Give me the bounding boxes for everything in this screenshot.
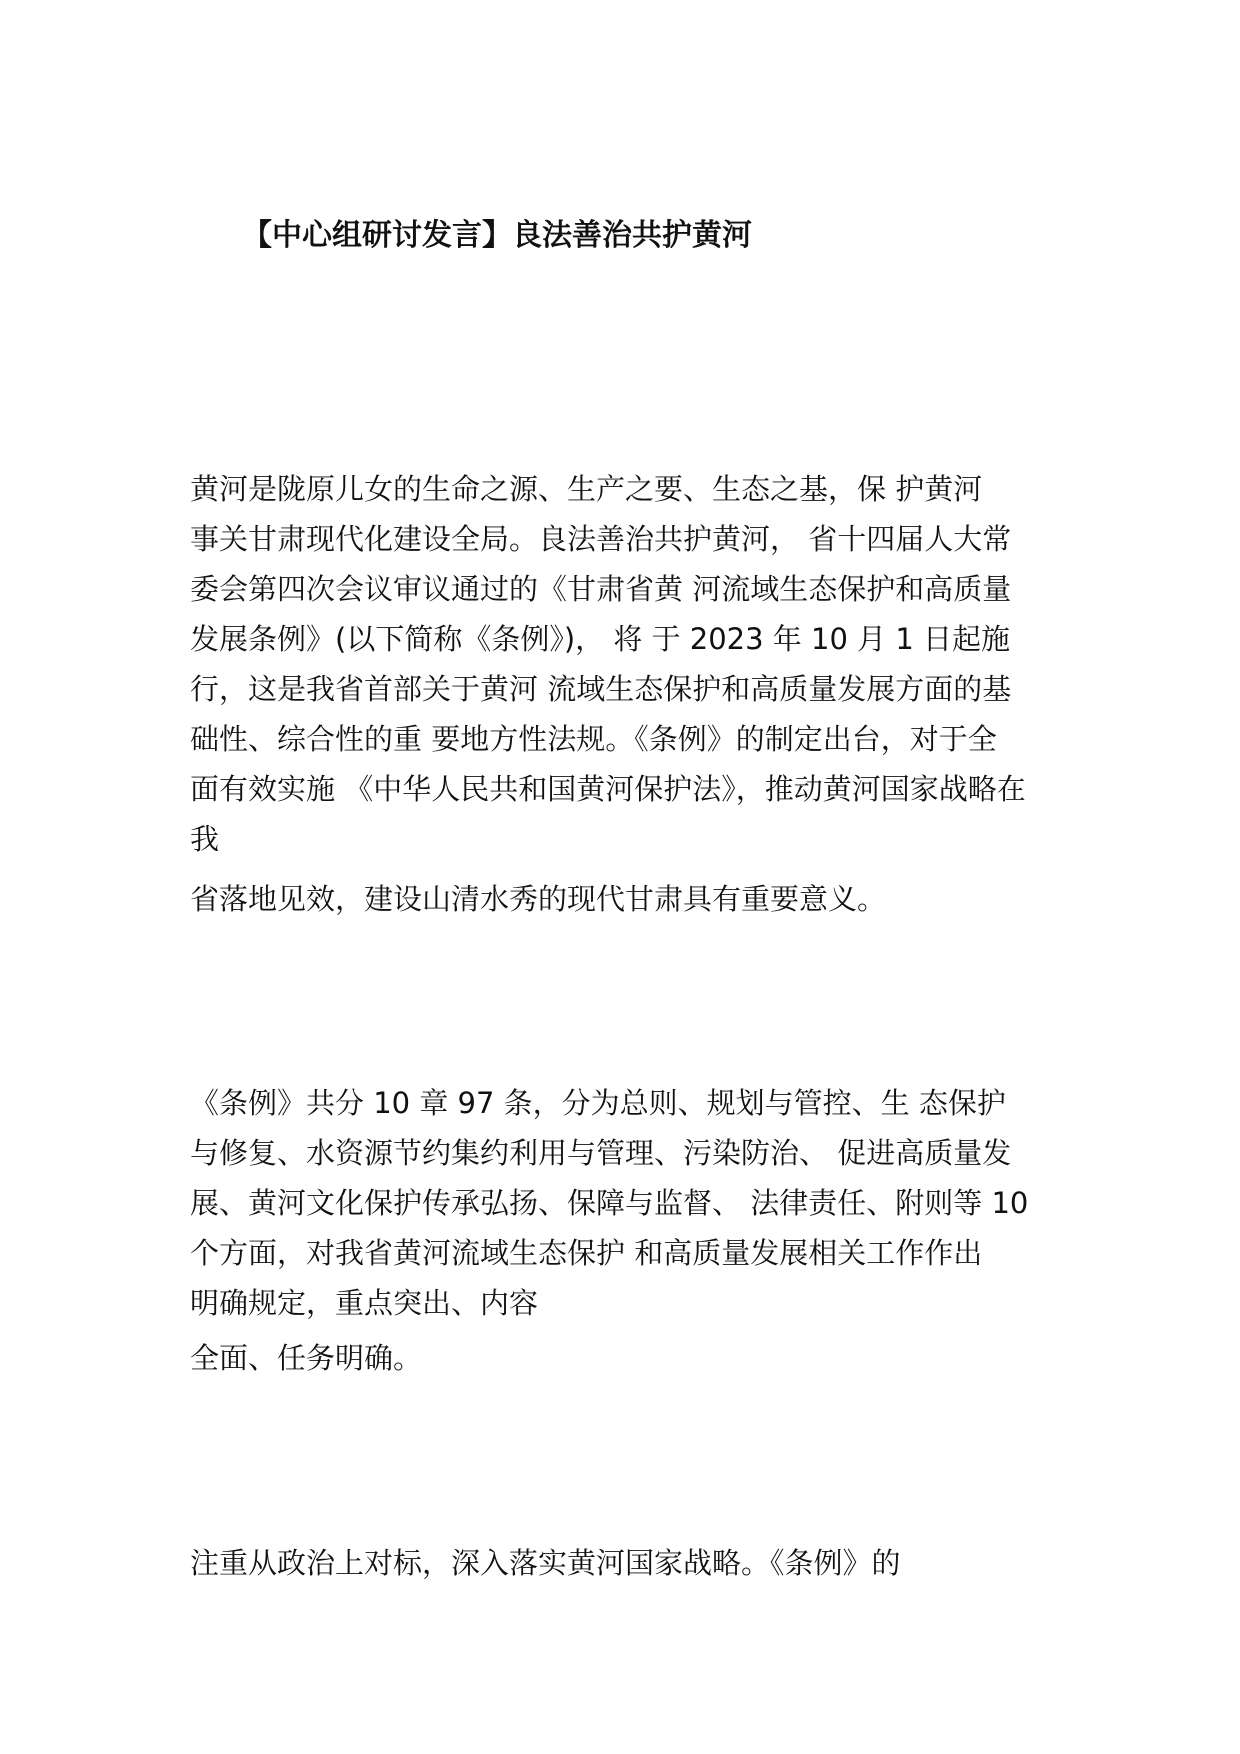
- text-line: 行，这是我省首部关于黄河 流域生态保护和高质量发展方面的基: [190, 672, 1012, 706]
- text-line: 委会第四次会议审议通过的《甘肃省黄 河流域生态保护和高质量: [190, 572, 1012, 606]
- text-line: 事关甘肃现代化建设全局。良法善治共护黄河， 省十四届人大常: [190, 522, 1012, 556]
- text-line: 发展条例》(以下简称《条例》)， 将 于 2023 年 10 月 1 日起施: [190, 622, 1011, 656]
- paragraph-political-alignment: [190, 1538, 1070, 1588]
- text-line: 黄河是陇原儿女的生命之源、生产之要、生态之基，保 护黄河: [190, 472, 983, 506]
- text-line: 个方面，对我省黄河流域生态保护 和高质量发展相关工作作出: [190, 1236, 983, 1270]
- text-line: 与修复、水资源节约集约利用与管理、污染防治、 促进高质量发: [190, 1136, 1012, 1170]
- text-line: 展、黄河文化保护传承弘扬、保障与监督、 法律责任、附则等 10: [190, 1186, 1029, 1220]
- text-line: 注重从政治上对标，深入落实黄河国家战略。《条例》的: [190, 1546, 901, 1580]
- text-line: 础性、综合性的重 要地方性法规。《条例》的制定出台，对于全: [190, 722, 997, 756]
- text-line: 省落地见效，建设山清水秀的现代甘肃具有重要意义。: [190, 882, 887, 916]
- text-line: 《条例》共分 10 章 97 条，分为总则、规划与管控、生 态保护: [190, 1086, 1006, 1120]
- text-line: 全面、任务明确。: [190, 1341, 423, 1375]
- document-title: 【中心组研讨发言】良法善治共护黄河: [242, 218, 752, 253]
- text-line: 明确规定，重点突出、内容: [190, 1286, 539, 1320]
- paragraph-intro: [190, 464, 1070, 864]
- text-line: 面有效实施 《中华人民共和国黄河保护法》，推动黄河国家战略在: [190, 772, 1026, 806]
- text-line: 我: [190, 822, 220, 856]
- paragraph-regulation-structure: [190, 1078, 1070, 1328]
- paragraph-intro-continued: [190, 874, 1070, 924]
- paragraph-regulation-structure-continued: [190, 1333, 1070, 1383]
